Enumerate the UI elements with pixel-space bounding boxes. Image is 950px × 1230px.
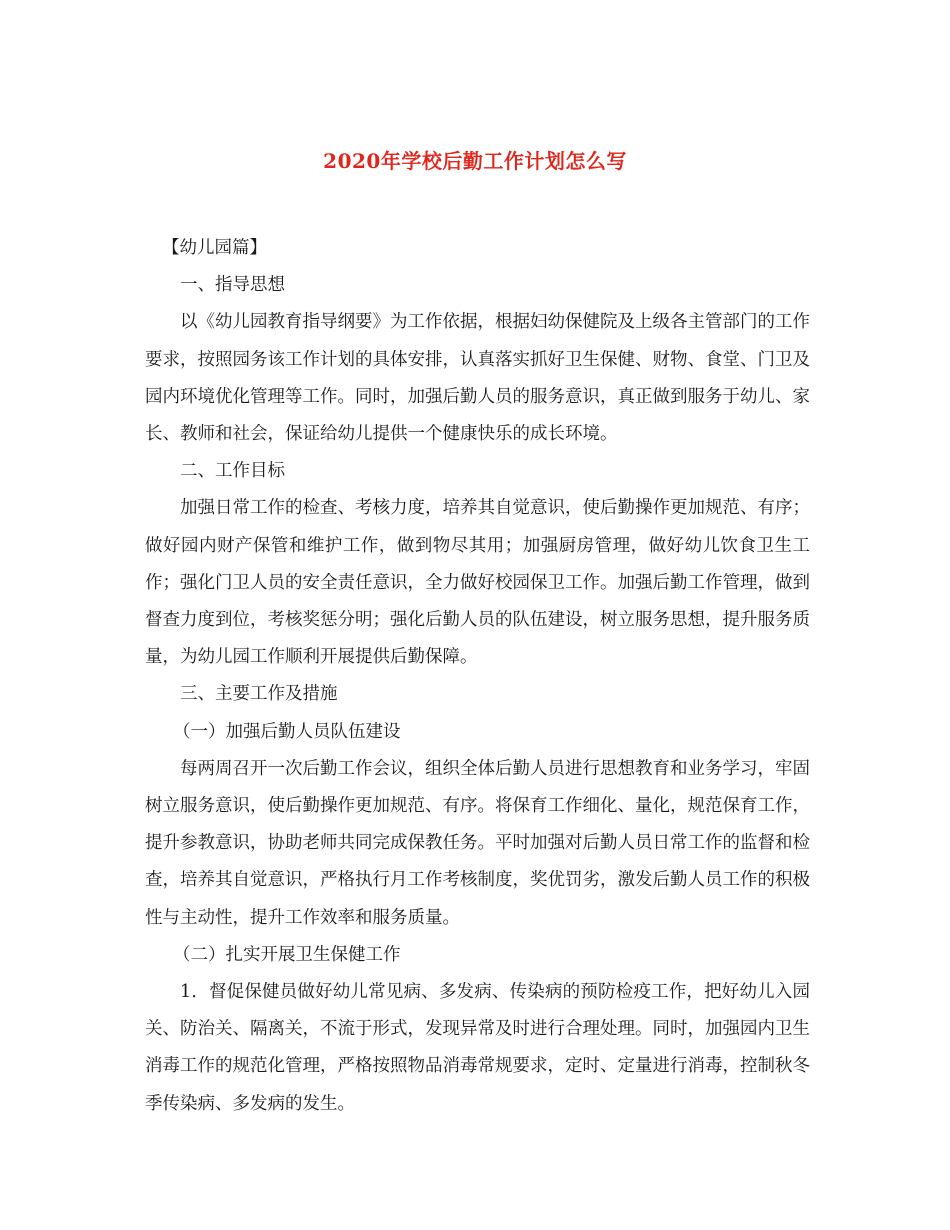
section-label: 【幼儿园篇】 [162,238,267,258]
paragraph-work-goals: 加强日常工作的检查、考核力度，培养其自觉意识，使后勤操作更加规范、有序；做好园内财产保管和维护工作，做到物尽其用；加强厨房管理，做好幼儿饮食卫生工作；强化门卫人员的安全责任意识，全力做好校园保卫工作。加强后勤工作管理，做到督查力度到位，考核奖惩分明；强化后勤人员的队伍建设，树立服务思想，提升服务质量，为幼儿园工作顺利开展提供后勤保障。 [145,498,810,668]
paragraph-team-building: 每两周召开一次后勤工作会议，组织全体后勤人员进行思想教育和业务学习，牢固树立服务意识，使后勤操作更加规范、有序。将保育工作细化、量化，规范保育工作，提升参教意识，协助老师共同完成保教任务。平时加强对后勤人员日常工作的监督和检查，培养其自觉意识，严格执行月工作考核制度，奖优罚劣，激发后勤人员工作的积极性与主动性，提升工作效率和服务质量。 [145,758,810,928]
paragraph-health-care: 1．督促保健员做好幼儿常见病、多发病、传染病的预防检疫工作，把好幼儿入园关、防治关、隔离关，不流于形式，发现异常及时进行合理处理。同时，加强园内卫生消毒工作的规范化管理，严格按照物品消毒常规要求，定时、定量进行消毒，控制秋冬季传染病、多发病的发生。 [145,982,810,1114]
heading-guiding-ideology: 一、指导思想 [180,275,285,296]
document-body [145,230,810,1123]
subheading-team-building: （一）加强后勤人员队伍建设 [173,721,401,742]
document-title: 2020年学校后勤工作计划怎么写 [323,149,627,173]
heading-work-goals: 二、工作目标 [180,461,285,482]
paragraph-guiding-ideology: 以《幼儿园教育指导纲要》为工作依据，根据妇幼保健院及上级各主管部门的工作要求，按照园务该工作计划的具体安排，认真落实抓好卫生保健、财物、食堂、门卫及园内环境优化管理等工作。同时，加强后勤人员的服务意识，真正做到服务于幼儿、家长、教师和社会，保证给幼儿提供一个健康快乐的成长环境。 [145,312,810,445]
heading-main-measures: 三、主要工作及措施 [180,684,338,705]
subheading-health-care: （二）扎实开展卫生保健工作 [173,944,401,965]
